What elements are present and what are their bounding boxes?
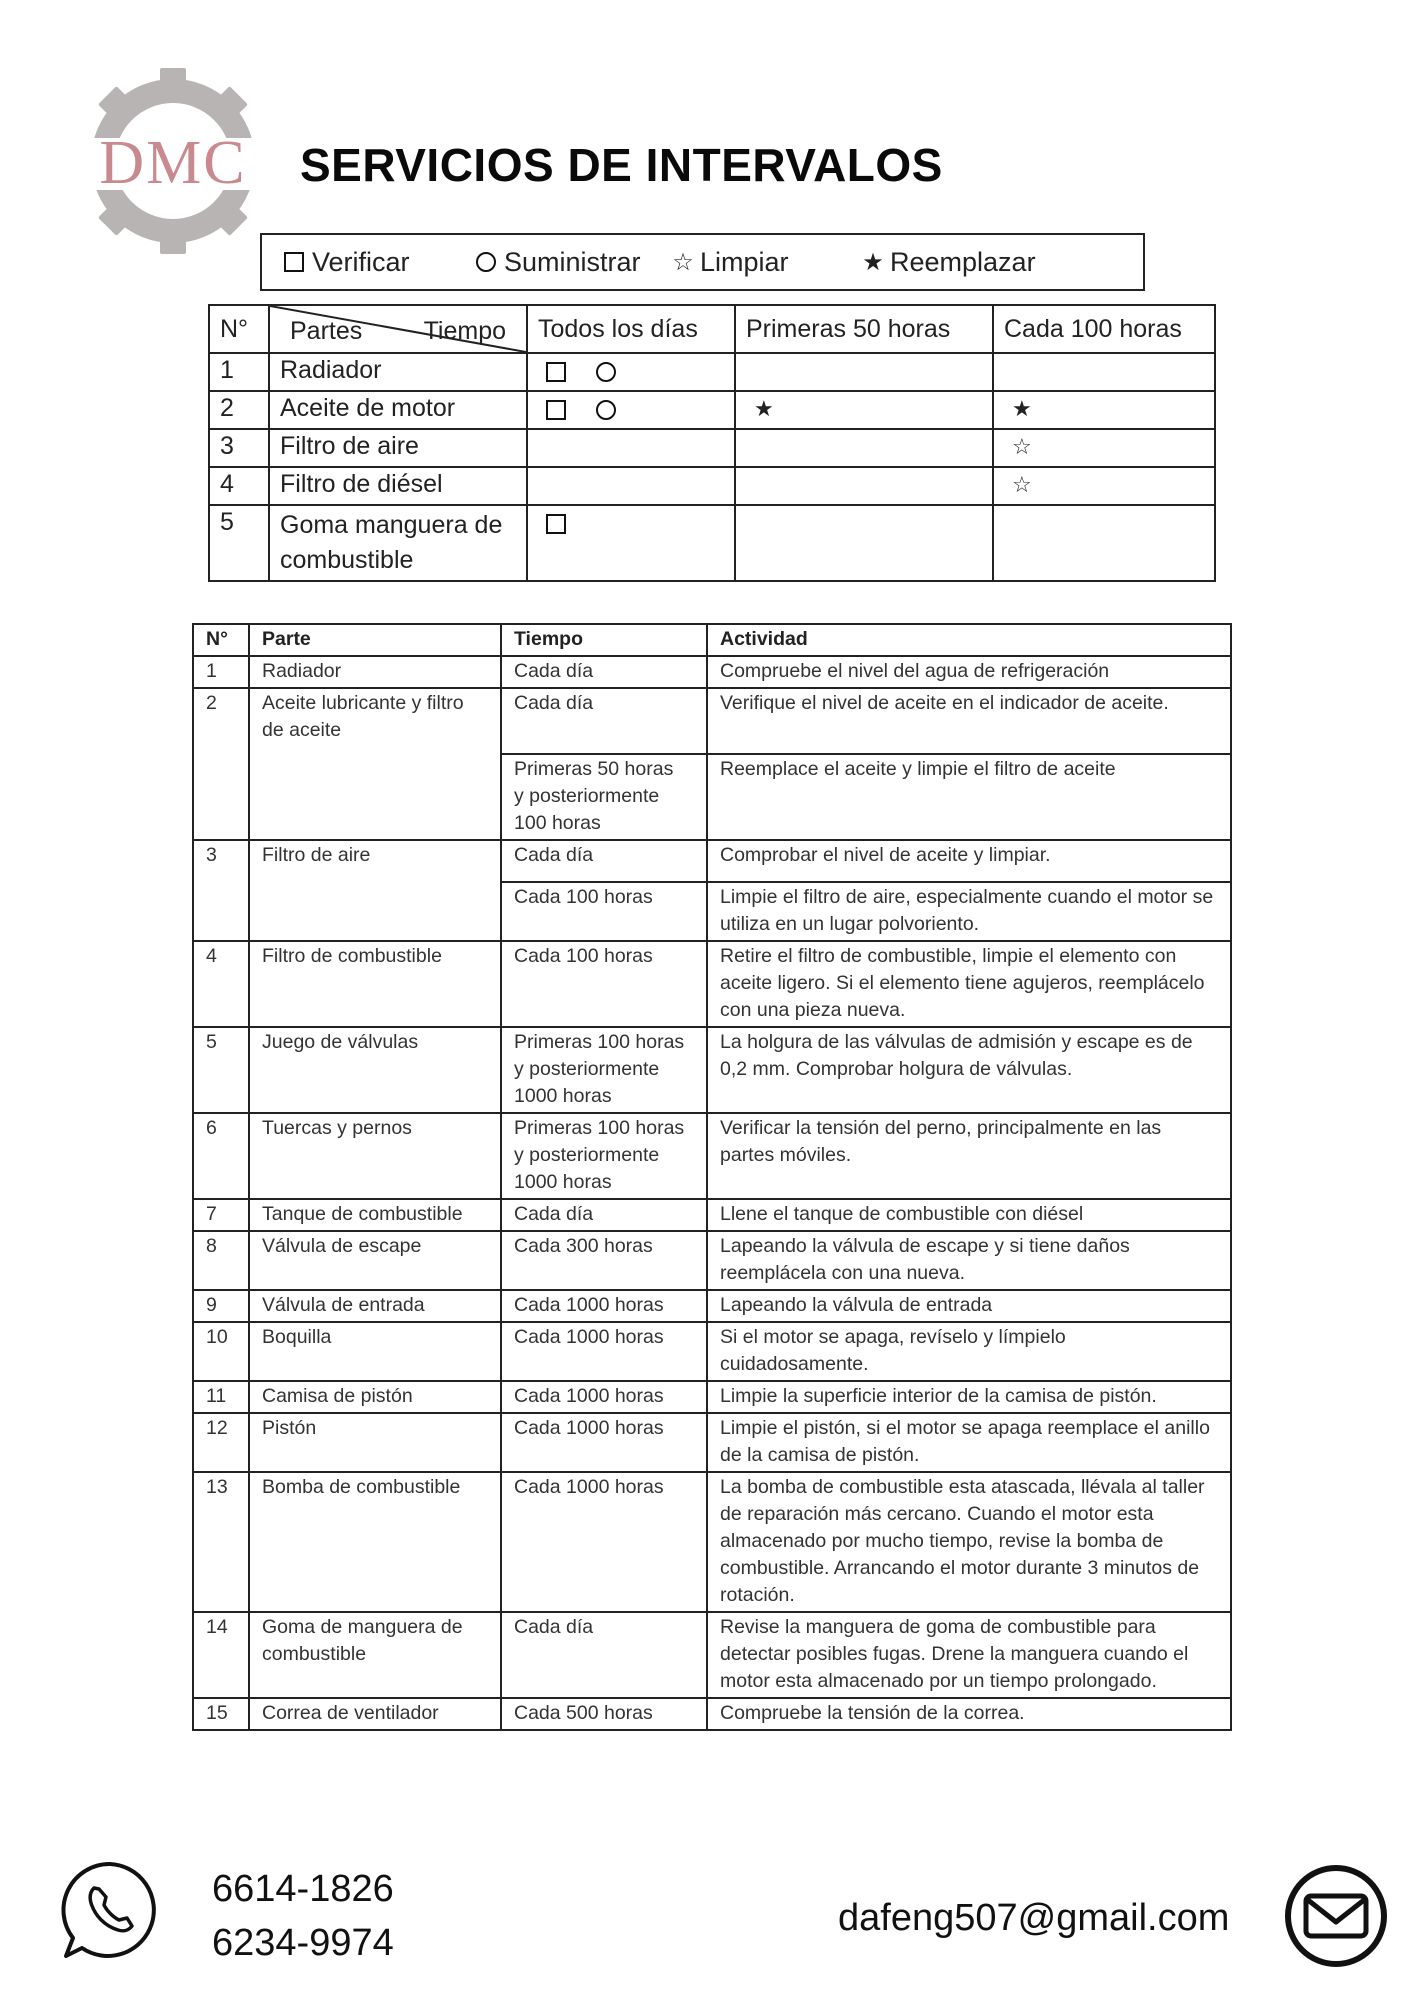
table-row (193, 656, 1231, 688)
activity-table (192, 623, 1232, 1731)
row-no: 11 (193, 1381, 249, 1413)
row-time: Cada 1000 horas (501, 1413, 707, 1472)
row-part: Válvula de entrada (249, 1290, 501, 1322)
row-no: 9 (193, 1290, 249, 1322)
row-no: 10 (193, 1322, 249, 1381)
table-row (193, 941, 1231, 1027)
row-activity: La holgura de las válvulas de admisión y escape es de 0,2 mm. Comprobar holgura de válvulas. (707, 1027, 1231, 1113)
row-time: Cada 100 horas (501, 882, 707, 941)
row-no: 8 (193, 1231, 249, 1290)
table-row (193, 1698, 1231, 1730)
row-time: Cada 1000 horas (501, 1472, 707, 1612)
row-activity: Llene el tanque de combustible con diésel (707, 1199, 1231, 1231)
cell-every100 (993, 467, 1215, 505)
circle-icon (596, 400, 616, 420)
row-time: Cada día (501, 1199, 707, 1231)
row-activity: Lapeando la válvula de escape y si tiene daños reemplácela con una nueva. (707, 1231, 1231, 1290)
schedule-row (209, 353, 1215, 391)
row-no: 1 (209, 353, 269, 391)
table-row (193, 1413, 1231, 1472)
cell-first50 (735, 505, 993, 581)
table-row (193, 1612, 1231, 1698)
email-link[interactable]: dafeng507@gmail.com (838, 1897, 1230, 1939)
col-time: Tiempo (501, 624, 707, 656)
row-time: Cada 300 horas (501, 1231, 707, 1290)
cell-first50 (735, 391, 993, 429)
row-activity: Limpie el filtro de aire, especialmente cuando el motor se utiliza en un lugar polvoriento. (707, 882, 1231, 941)
cell-every100 (993, 429, 1215, 467)
cell-daily (527, 429, 735, 467)
table-row (193, 1381, 1231, 1413)
schedule-row (209, 467, 1215, 505)
outline-star-icon: ☆ (1012, 472, 1032, 497)
row-activity: La bomba de combustible esta atascada, llévala al taller de reparación más cercano. Cuando el motor esta almacenado por mucho tiempo, revise la bomba de combustible. Arrancando el motor durante 3 minutos de rotación. (707, 1472, 1231, 1612)
schedule-row (209, 505, 1215, 581)
outline-star-icon: ☆ (672, 248, 694, 276)
row-part: Bomba de combustible (249, 1472, 501, 1612)
table-row (193, 1199, 1231, 1231)
col-part: Parte (249, 624, 501, 656)
row-part: Goma de manguera de combustible (249, 1612, 501, 1698)
whatsapp-phone-icon (58, 1858, 162, 1962)
row-time: Cada día (501, 1612, 707, 1698)
table-row (193, 1322, 1231, 1381)
filled-star-icon: ★ (1012, 396, 1032, 421)
cell-first50 (735, 467, 993, 505)
legend-clean (670, 247, 789, 278)
schedule-header-row (209, 305, 1215, 353)
col-first50: Primeras 50 horas (735, 305, 993, 353)
outline-star-icon: ☆ (1012, 434, 1032, 459)
row-part: Filtro de aire (249, 840, 501, 941)
row-time: Primeras 50 horas y posteriormente 100 horas (501, 754, 707, 840)
cell-daily (527, 467, 735, 505)
table-row (193, 688, 1231, 754)
row-no: 15 (193, 1698, 249, 1730)
legend-verify-label: Verificar (312, 246, 410, 277)
col-parts-label: Partes (290, 317, 363, 345)
row-activity: Comprobar el nivel de aceite y limpiar. (707, 840, 1231, 882)
row-part: Tanque de combustible (249, 1199, 501, 1231)
col-parts-time (269, 305, 527, 353)
row-time: Cada día (501, 840, 707, 882)
row-no: 5 (209, 505, 269, 581)
row-activity: Verifique el nivel de aceite en el indicador de aceite. (707, 688, 1231, 754)
cell-daily (527, 505, 735, 581)
row-activity: Retire el filtro de combustible, limpie el elemento con aceite ligero. Si el elemento tiene agujeros, reemplácelo con una pieza nueva. (707, 941, 1231, 1027)
page-title: SERVICIOS DE INTERVALOS (300, 139, 943, 191)
row-no: 13 (193, 1472, 249, 1612)
row-part: Goma manguera de combustible (269, 505, 527, 581)
logo-text: DMC (99, 129, 247, 197)
row-part: Boquilla (249, 1322, 501, 1381)
row-no: 4 (209, 467, 269, 505)
cell-first50 (735, 429, 993, 467)
row-no: 5 (193, 1027, 249, 1113)
row-time: Cada día (501, 688, 707, 754)
row-part: Radiador (249, 656, 501, 688)
activity-header-row (193, 624, 1231, 656)
square-icon (546, 514, 566, 534)
row-no: 1 (193, 656, 249, 688)
row-no: 3 (209, 429, 269, 467)
row-no: 3 (193, 840, 249, 941)
symbol-legend (260, 233, 1145, 291)
square-icon (284, 252, 304, 272)
filled-star-icon: ★ (862, 248, 884, 276)
row-part: Radiador (269, 353, 527, 391)
circle-icon (596, 362, 616, 382)
cell-first50 (735, 353, 993, 391)
row-part: Tuercas y pernos (249, 1113, 501, 1199)
row-no: 14 (193, 1612, 249, 1698)
table-row (193, 1231, 1231, 1290)
col-every100: Cada 100 horas (993, 305, 1215, 353)
row-activity: Limpie el pistón, si el motor se apaga reemplace el anillo de la camisa de pistón. (707, 1413, 1231, 1472)
legend-clean-label: Limpiar (700, 246, 789, 277)
schedule-row (209, 391, 1215, 429)
row-part: Correa de ventilador (249, 1698, 501, 1730)
row-time: Primeras 100 horas y posteriormente 1000 horas (501, 1027, 707, 1113)
square-icon (546, 362, 566, 382)
cell-every100 (993, 353, 1215, 391)
col-no: N° (209, 305, 269, 353)
cell-every100 (993, 391, 1215, 429)
legend-supply (474, 247, 641, 278)
row-part: Válvula de escape (249, 1231, 501, 1290)
row-time: Cada 500 horas (501, 1698, 707, 1730)
col-no: N° (193, 624, 249, 656)
row-activity: Si el motor se apaga, revíselo y límpielo cuidadosamente. (707, 1322, 1231, 1381)
row-activity: Revise la manguera de goma de combustible para detectar posibles fugas. Drene la manguera cuando el motor esta almacenado por un tiempo prolongado. (707, 1612, 1231, 1698)
table-row (193, 1472, 1231, 1612)
table-row (193, 1113, 1231, 1199)
row-time: Cada 1000 horas (501, 1290, 707, 1322)
phone-number[interactable]: 6234-9974 (212, 1922, 394, 1964)
legend-replace (860, 247, 1036, 278)
col-activity: Actividad (707, 624, 1231, 656)
schedule-table (208, 304, 1216, 582)
row-part: Aceite de motor (269, 391, 527, 429)
row-time: Primeras 100 horas y posteriormente 1000 horas (501, 1113, 707, 1199)
table-row (193, 1290, 1231, 1322)
dmc-logo (78, 66, 268, 256)
row-part: Filtro de combustible (249, 941, 501, 1027)
row-part: Camisa de pistón (249, 1381, 501, 1413)
legend-replace-label: Reemplazar (890, 246, 1036, 277)
legend-supply-label: Suministrar (504, 246, 641, 277)
row-time: Cada 1000 horas (501, 1381, 707, 1413)
col-daily: Todos los días (527, 305, 735, 353)
filled-star-icon: ★ (754, 396, 774, 421)
row-part: Filtro de aire (269, 429, 527, 467)
row-part: Pistón (249, 1413, 501, 1472)
circle-icon (476, 252, 496, 272)
row-time: Cada 1000 horas (501, 1322, 707, 1381)
cell-daily (527, 391, 735, 429)
row-time: Cada 100 horas (501, 941, 707, 1027)
cell-daily (527, 353, 735, 391)
cell-every100 (993, 505, 1215, 581)
legend-verify (282, 247, 410, 278)
square-icon (546, 400, 566, 420)
row-no: 6 (193, 1113, 249, 1199)
col-time-label: Tiempo (423, 317, 506, 345)
schedule-row (209, 429, 1215, 467)
row-activity: Reemplace el aceite y limpie el filtro de aceite (707, 754, 1231, 840)
phone-numbers (212, 1862, 394, 1970)
row-no: 12 (193, 1413, 249, 1472)
row-activity: Limpie la superficie interior de la camisa de pistón. (707, 1381, 1231, 1413)
row-part: Juego de válvulas (249, 1027, 501, 1113)
row-no: 2 (193, 688, 249, 840)
row-activity: Compruebe la tensión de la correa. (707, 1698, 1231, 1730)
row-part: Filtro de diésel (269, 467, 527, 505)
row-no: 4 (193, 941, 249, 1027)
row-part: Aceite lubricante y filtro de aceite (249, 688, 501, 840)
row-activity: Verificar la tensión del perno, principalmente en las partes móviles. (707, 1113, 1231, 1199)
phone-number[interactable]: 6614-1826 (212, 1868, 394, 1910)
row-activity: Lapeando la válvula de entrada (707, 1290, 1231, 1322)
table-row (193, 1027, 1231, 1113)
mail-icon (1282, 1862, 1390, 1970)
row-no: 2 (209, 391, 269, 429)
row-no: 7 (193, 1199, 249, 1231)
table-row (193, 840, 1231, 882)
row-activity: Compruebe el nivel del agua de refrigeración (707, 656, 1231, 688)
row-time: Cada día (501, 656, 707, 688)
